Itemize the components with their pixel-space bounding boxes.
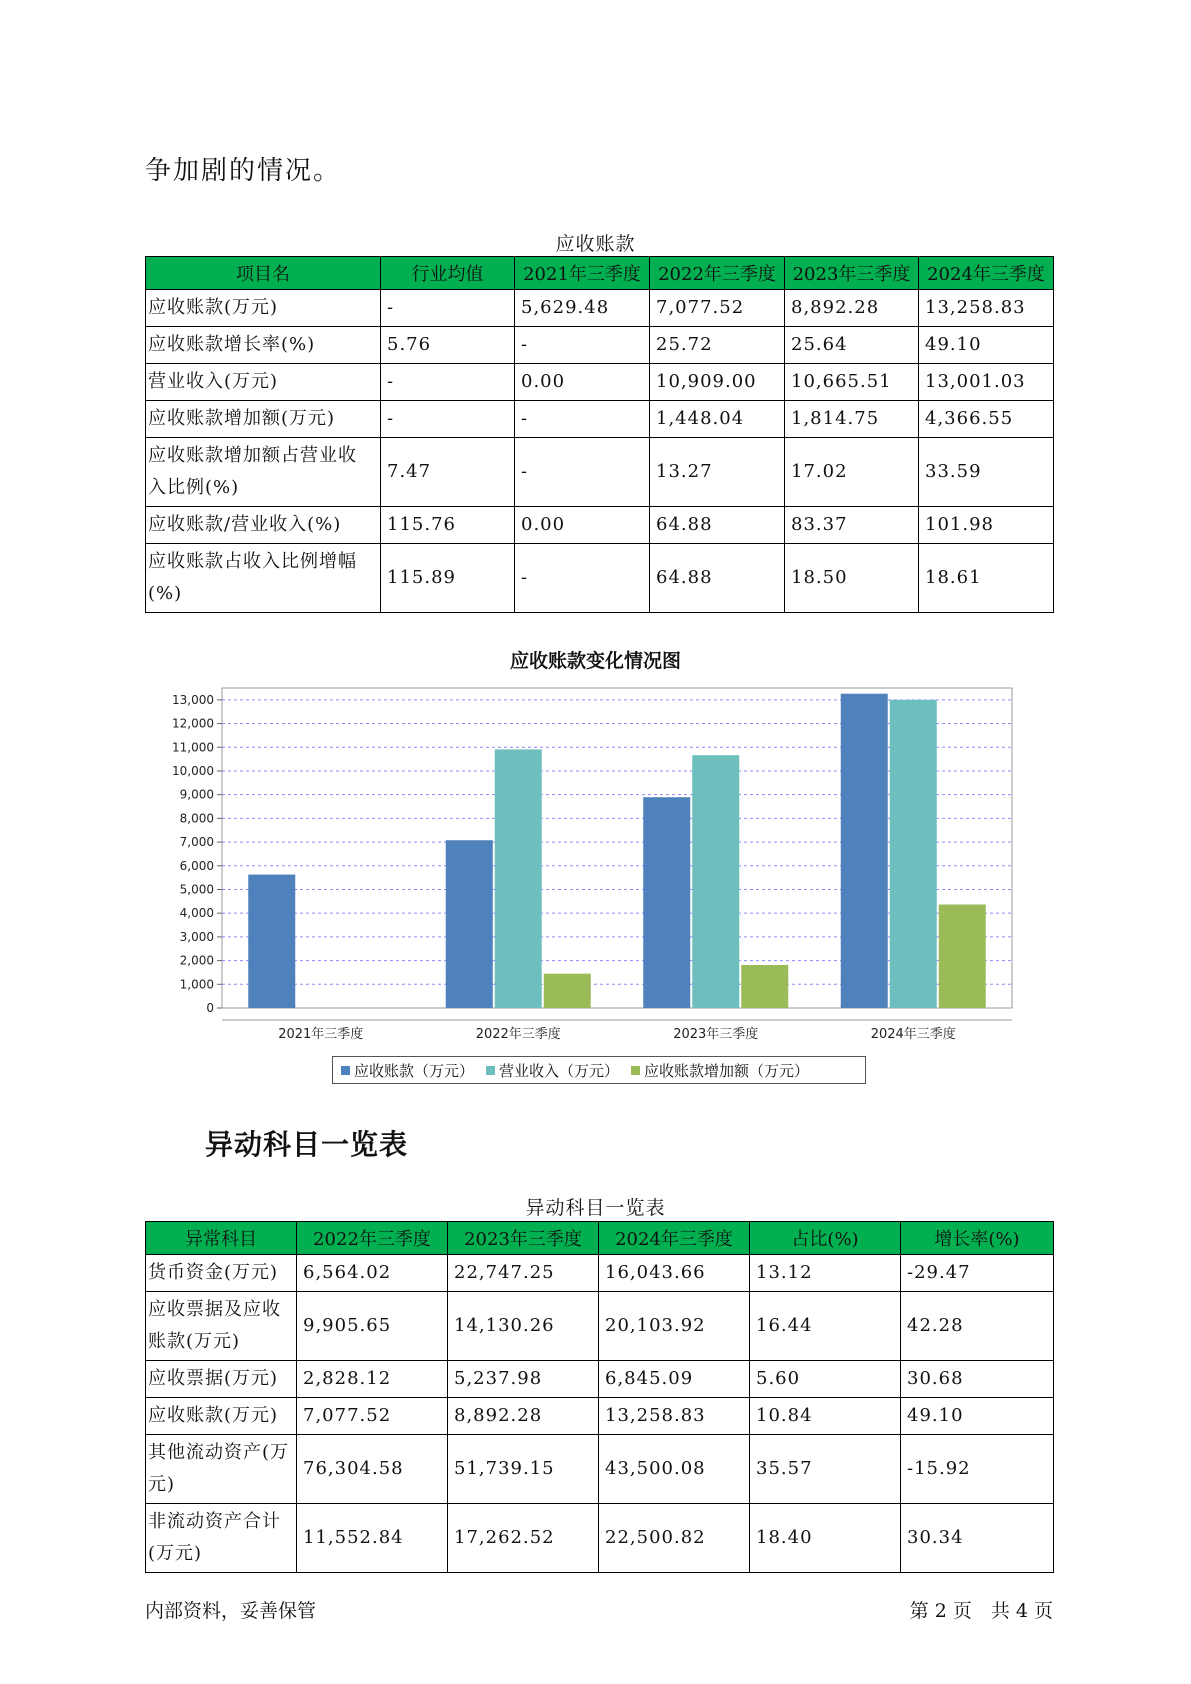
table-row <box>146 507 1054 544</box>
table-cell: 30.34 <box>901 1504 1054 1573</box>
chart-title: 应收账款变化情况图 <box>509 650 681 672</box>
bar <box>741 965 788 1008</box>
table-cell: 18.50 <box>785 544 919 613</box>
table-cell: 10,665.51 <box>785 364 919 401</box>
table-row <box>146 1255 1054 1292</box>
table-row <box>146 364 1054 401</box>
table-cell: 0.00 <box>515 507 650 544</box>
table-cell: -15.92 <box>901 1435 1054 1504</box>
table-cell: 49.10 <box>919 327 1054 364</box>
table2-header: 2022年三季度 <box>297 1222 448 1255</box>
table-cell: 10,909.00 <box>650 364 785 401</box>
table-cell: 33.59 <box>919 438 1054 507</box>
table-cell: 18.40 <box>750 1504 901 1573</box>
bar <box>446 840 493 1008</box>
table-cell: 64.88 <box>650 544 785 613</box>
table-cell: 4,366.55 <box>919 401 1054 438</box>
table-cell: 2,828.12 <box>297 1361 448 1398</box>
table-cell: 115.89 <box>381 544 515 613</box>
table-cell: 10.84 <box>750 1398 901 1435</box>
table-cell: 13.12 <box>750 1255 901 1292</box>
bar <box>495 749 542 1008</box>
table-row <box>146 401 1054 438</box>
table-cell: 5.60 <box>750 1361 901 1398</box>
y-tick-label: 9,000 <box>179 787 214 802</box>
table-cell: 22,747.25 <box>448 1255 599 1292</box>
table-cell: 49.10 <box>901 1398 1054 1435</box>
table-cell: 7.47 <box>381 438 515 507</box>
table-cell: - <box>515 544 650 613</box>
table1-header: 2022年三季度 <box>650 257 785 290</box>
table-cell: 42.28 <box>901 1292 1054 1361</box>
legend-swatch <box>341 1066 350 1075</box>
y-tick-label: 6,000 <box>179 858 214 873</box>
table1-header-row <box>146 257 1054 290</box>
table-row <box>146 1504 1054 1573</box>
row-label: 应收账款/营业收入(%) <box>146 507 381 544</box>
row-label: 应收账款增长率(%) <box>146 327 381 364</box>
y-tick-label: 4,000 <box>179 906 214 921</box>
table2-header: 2024年三季度 <box>599 1222 750 1255</box>
y-tick-label: 13,000 <box>172 692 214 707</box>
table2-header: 异常科目 <box>146 1222 297 1255</box>
y-tick-label: 2,000 <box>179 953 214 968</box>
row-label: 非流动资产合计(万元) <box>146 1504 297 1573</box>
row-label: 应收账款(万元) <box>146 1398 297 1435</box>
legend-label: 应收账款（万元） <box>354 1061 475 1080</box>
row-label: 货币资金(万元) <box>146 1255 297 1292</box>
table-cell: 14,130.26 <box>448 1292 599 1361</box>
bar <box>248 875 295 1008</box>
table-cell: 51,739.15 <box>448 1435 599 1504</box>
table-cell: 5,237.98 <box>448 1361 599 1398</box>
legend-label: 营业收入（万元） <box>499 1061 620 1080</box>
table-cell: 13.27 <box>650 438 785 507</box>
table-cell: - <box>515 401 650 438</box>
y-tick-label: 1,000 <box>179 977 214 992</box>
table-cell: 0.00 <box>515 364 650 401</box>
table-cell: 13,258.83 <box>919 290 1054 327</box>
y-tick-label: 3,000 <box>179 929 214 944</box>
row-label: 应收账款(万元) <box>146 290 381 327</box>
y-tick-label: 12,000 <box>172 716 214 731</box>
table-cell: 25.64 <box>785 327 919 364</box>
table-cell: 101.98 <box>919 507 1054 544</box>
table-cell: - <box>381 401 515 438</box>
x-tick-label: 2021年三季度 <box>278 1027 364 1042</box>
table-cell: 43,500.08 <box>599 1435 750 1504</box>
legend-swatch <box>486 1066 495 1075</box>
section-heading: 异动科目一览表 <box>205 1128 409 1161</box>
legend-label: 应收账款增加额（万元） <box>644 1061 810 1080</box>
table-row <box>146 1292 1054 1361</box>
table-row <box>146 1361 1054 1398</box>
row-label: 应收账款占收入比例增幅(%) <box>146 544 381 613</box>
table1-header: 2024年三季度 <box>919 257 1054 290</box>
table1-header: 行业均值 <box>381 257 515 290</box>
table-cell: - <box>515 327 650 364</box>
table2-header-row <box>146 1222 1054 1255</box>
y-tick-label: 0 <box>206 1001 214 1015</box>
table-cell: 16.44 <box>750 1292 901 1361</box>
table-cell: - <box>515 438 650 507</box>
table-cell: 6,845.09 <box>599 1361 750 1398</box>
table1-header: 项目名 <box>146 257 381 290</box>
bar <box>890 700 937 1008</box>
y-tick-label: 5,000 <box>179 882 214 897</box>
receivables-table <box>145 256 1054 613</box>
table1-header: 2023年三季度 <box>785 257 919 290</box>
table-cell: 8,892.28 <box>448 1398 599 1435</box>
row-label: 营业收入(万元) <box>146 364 381 401</box>
row-label: 应收票据(万元) <box>146 1361 297 1398</box>
legend-item <box>341 1060 474 1081</box>
bar <box>692 755 739 1008</box>
y-tick-label: 7,000 <box>179 835 214 850</box>
table-cell: -29.47 <box>901 1255 1054 1292</box>
legend-item <box>486 1060 619 1081</box>
table2-header: 2023年三季度 <box>448 1222 599 1255</box>
table-cell: 13,001.03 <box>919 364 1054 401</box>
row-label: 应收票据及应收账款(万元) <box>146 1292 297 1361</box>
footer-confidential: 内部资料，妥善保管 <box>145 1600 317 1622</box>
table-cell: 64.88 <box>650 507 785 544</box>
y-tick-label: 8,000 <box>179 811 214 826</box>
table-row <box>146 544 1054 613</box>
intro-text: 争加剧的情况。 <box>145 156 342 186</box>
table-cell: 115.76 <box>381 507 515 544</box>
bar <box>643 797 690 1008</box>
table-row <box>146 438 1054 507</box>
receivables-bar-chart <box>160 680 1020 1050</box>
table-cell: 18.61 <box>919 544 1054 613</box>
table-cell: 7,077.52 <box>297 1398 448 1435</box>
table-row <box>146 327 1054 364</box>
bar <box>939 904 986 1008</box>
table-cell: 83.37 <box>785 507 919 544</box>
table2-caption: 异动科目一览表 <box>525 1197 666 1219</box>
row-label: 应收账款增加额(万元) <box>146 401 381 438</box>
table-cell: 5.76 <box>381 327 515 364</box>
table-cell: 6,564.02 <box>297 1255 448 1292</box>
table-cell: 22,500.82 <box>599 1504 750 1573</box>
table-cell: 17,262.52 <box>448 1504 599 1573</box>
bar <box>544 974 591 1008</box>
footer-page-number: 第 2 页 共 4 页 <box>909 1600 1053 1622</box>
table-row <box>146 1435 1054 1504</box>
x-tick-label: 2023年三季度 <box>673 1027 759 1042</box>
y-tick-label: 10,000 <box>172 763 214 778</box>
legend-swatch <box>631 1066 640 1075</box>
table-cell: 76,304.58 <box>297 1435 448 1504</box>
row-label: 应收账款增加额占营业收入比例(%) <box>146 438 381 507</box>
table-cell: - <box>381 290 515 327</box>
chart-legend <box>332 1056 866 1084</box>
table-cell: - <box>381 364 515 401</box>
table2-header: 占比(%) <box>750 1222 901 1255</box>
table-cell: 1,448.04 <box>650 401 785 438</box>
table-cell: 16,043.66 <box>599 1255 750 1292</box>
table-cell: 30.68 <box>901 1361 1054 1398</box>
table-cell: 25.72 <box>650 327 785 364</box>
table-row <box>146 1398 1054 1435</box>
table-cell: 20,103.92 <box>599 1292 750 1361</box>
table-cell: 13,258.83 <box>599 1398 750 1435</box>
table-cell: 5,629.48 <box>515 290 650 327</box>
table-cell: 17.02 <box>785 438 919 507</box>
bar <box>841 694 888 1008</box>
legend-item <box>631 1060 809 1081</box>
table1-header: 2021年三季度 <box>515 257 650 290</box>
y-tick-label: 11,000 <box>172 740 214 755</box>
row-label: 其他流动资产(万元) <box>146 1435 297 1504</box>
table-cell: 11,552.84 <box>297 1504 448 1573</box>
table-cell: 9,905.65 <box>297 1292 448 1361</box>
x-tick-label: 2024年三季度 <box>870 1027 956 1042</box>
table-cell: 1,814.75 <box>785 401 919 438</box>
table-cell: 7,077.52 <box>650 290 785 327</box>
table-cell: 8,892.28 <box>785 290 919 327</box>
table-cell: 35.57 <box>750 1435 901 1504</box>
abnormal-items-table <box>145 1221 1054 1573</box>
table1-caption: 应收账款 <box>555 233 636 255</box>
table2-header: 增长率(%) <box>901 1222 1054 1255</box>
x-tick-label: 2022年三季度 <box>475 1027 561 1042</box>
table-row <box>146 290 1054 327</box>
